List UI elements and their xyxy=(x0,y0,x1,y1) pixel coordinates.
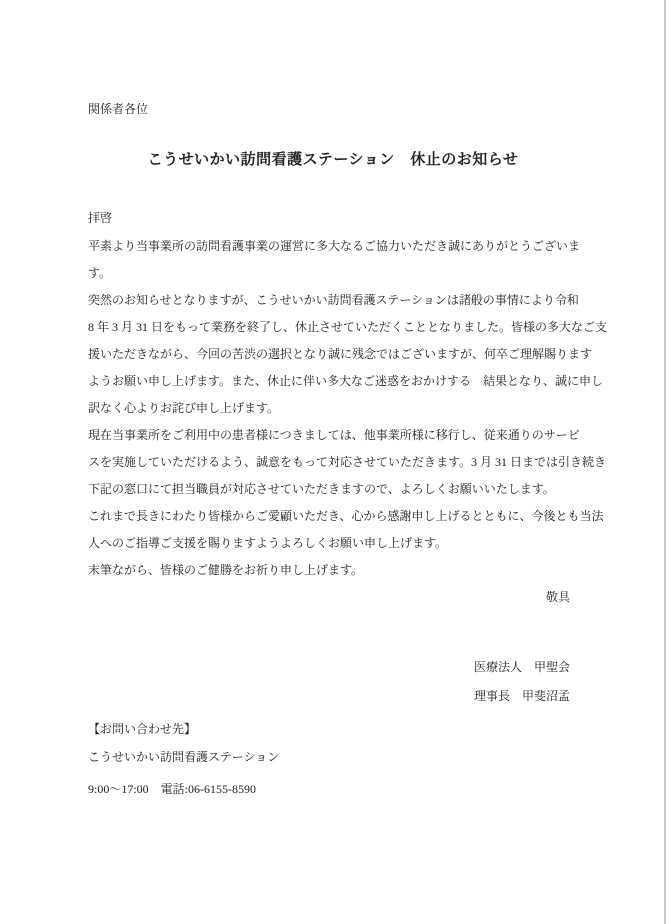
paragraph-well-wishes xyxy=(88,557,578,584)
signature-organization: 医療法人 甲聖会 xyxy=(473,660,570,674)
paragraph-line: 下記の窓口にて担当職員が対応させていただきますので、よろしくお願いいたします。 xyxy=(88,482,555,496)
paragraph-suspension-notice xyxy=(88,287,608,422)
signature-representative: 理事長 甲斐沼孟 xyxy=(473,689,570,703)
paragraph-line: 現在当事業所をご利用中の患者様につきましては、他事業所様に移行し、従来通りのサービ xyxy=(88,428,580,442)
contact-hours-phone: 9:00～17:00 電話:06-6155-8590 xyxy=(88,782,256,796)
paragraph-line: 8 年 3 月 31 日をもって業務を終了し、休止させていただくこととなりました。皆様の多大なご支 xyxy=(88,320,608,334)
signature-block xyxy=(88,654,578,710)
paragraph-line: 援いただきながら、今回の苦渋の選択となり誠に残念ではございますが、何卒ご理解賜ります xyxy=(88,347,593,361)
paragraph-line: スを実施していただけるよう、誠意をもって対応させていただきます。3 月 31 日までは引き続き xyxy=(88,455,607,469)
paragraph-line: 末筆ながら、皆様のご健勝をお祈り申し上げます。 xyxy=(88,563,364,577)
salutation: 拝啓 xyxy=(88,211,113,225)
paragraph-greeting xyxy=(88,233,581,287)
paragraph-patient-transition xyxy=(88,422,607,503)
contact-office-name: こうせいかい訪問看護ステーション xyxy=(88,750,280,764)
paragraph-line: ようお願い申し上げます。また、休止に伴い多大なご迷惑をおかけする 結果となり、誠に申し xyxy=(88,374,604,388)
recipient-line: 関係者各位 xyxy=(88,102,149,116)
letter-title: こうせいかい訪問看護ステーション 休止のお知らせ xyxy=(147,152,519,168)
closing-keigu: 敬具 xyxy=(545,590,570,604)
letter-body xyxy=(88,96,608,803)
paragraph-line: 人へのご指導ご支援を賜りますようよろしくお願い申し上げます。 xyxy=(88,536,448,550)
paragraph-line: これまで長きにわたり皆様からご愛顧いただき、心から感謝申し上げるとともに、今後とも当法 xyxy=(88,509,604,523)
paragraph-line: 平素より当事業所の訪問看護事業の運営に多大なるご協力いただき誠にありがとうございま xyxy=(88,239,581,253)
paragraph-line: 訳なく心よりお詫び申し上げます。 xyxy=(88,401,280,415)
paragraph-line: す。 xyxy=(88,266,112,280)
contact-heading: 【お問い合わせ先】 xyxy=(88,722,197,736)
paragraph-gratitude xyxy=(88,503,604,557)
paragraph-line: 突然のお知らせとなりますが、こうせいかい訪問看護ステーションは諸般の事情により令和 xyxy=(88,293,579,307)
